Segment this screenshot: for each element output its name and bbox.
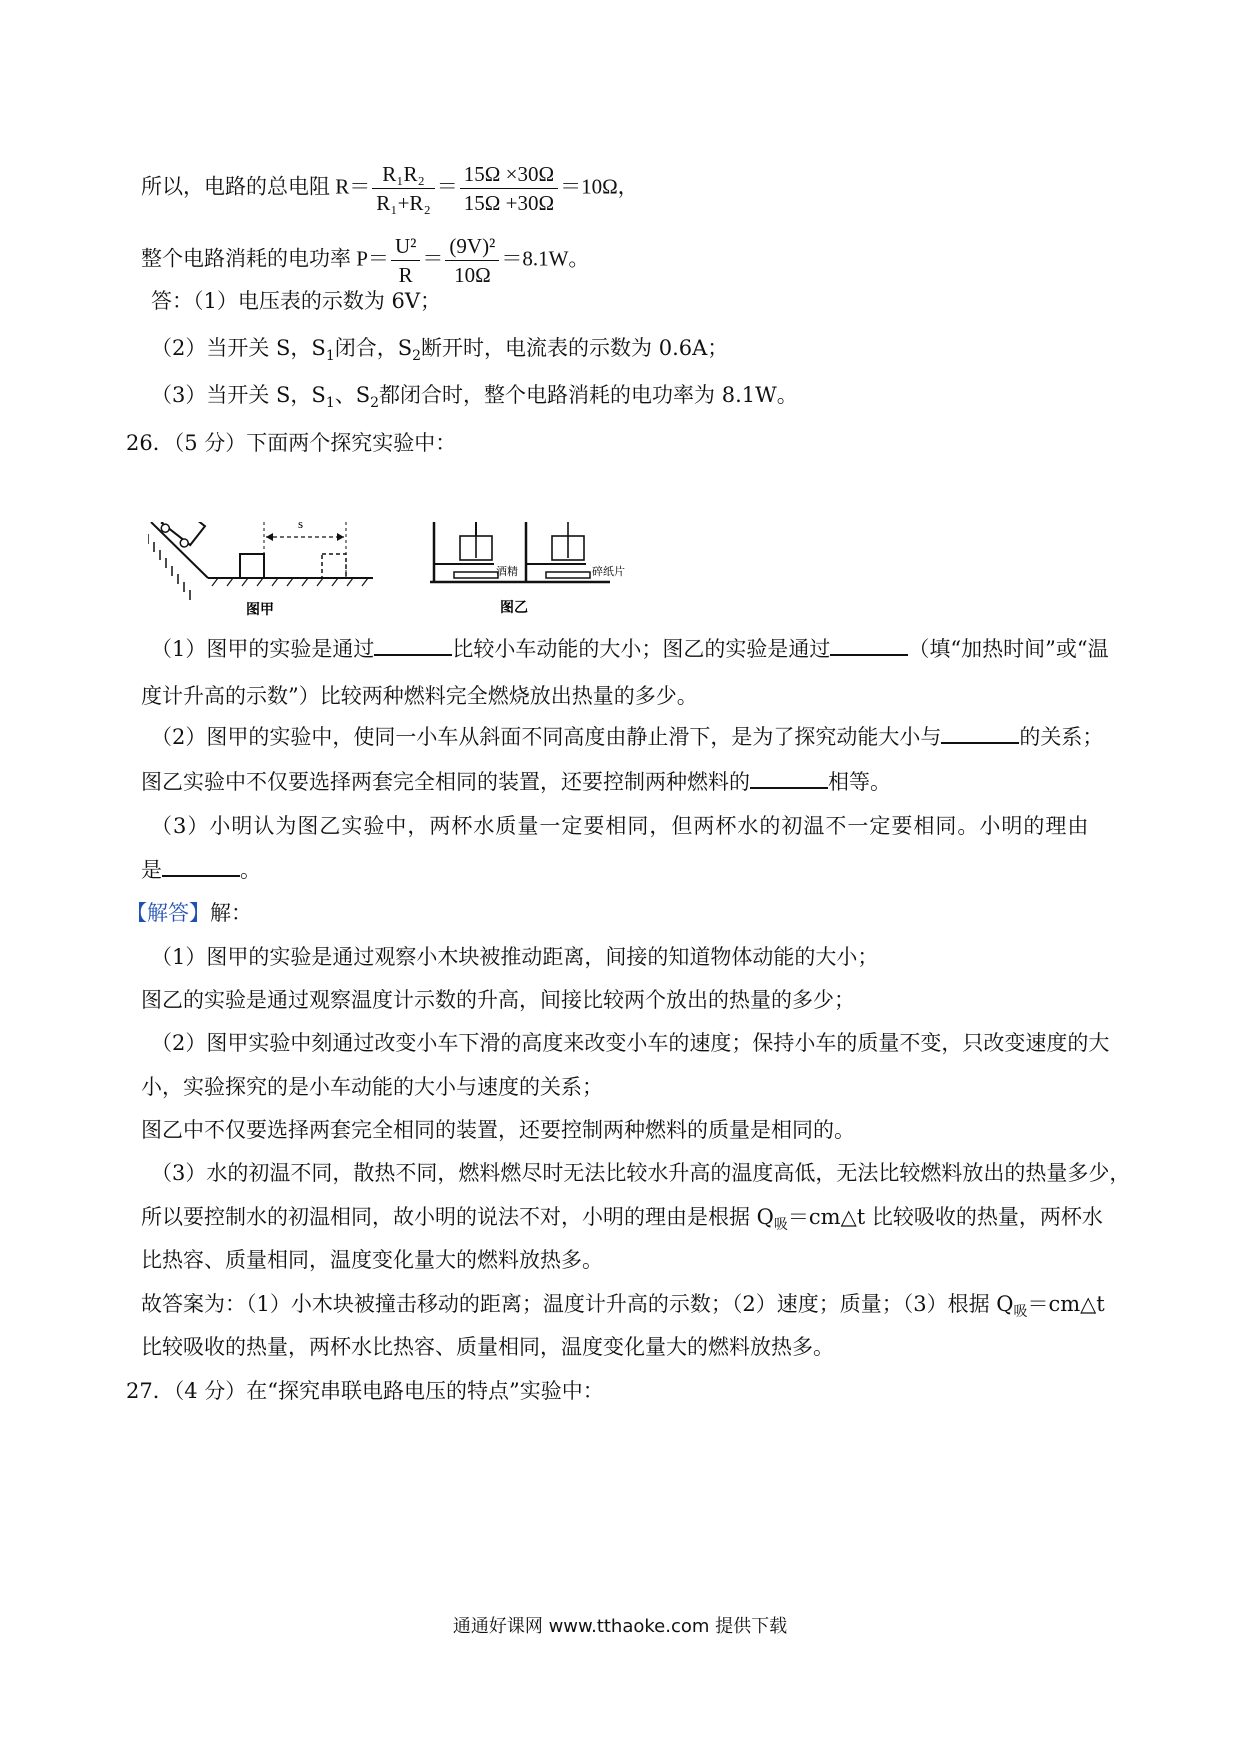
- solution-header: [126, 898, 252, 928]
- fraction-denominator: R₁+R₂: [376, 191, 431, 215]
- subscript: 1: [325, 395, 335, 412]
- answer-2: [151, 333, 728, 371]
- solution-tag-after: 解：: [210, 901, 252, 925]
- resistance-fraction-numeric: [460, 160, 558, 217]
- page-footer: 通通好课网 www.tthaoke.com 提供下载: [452, 1616, 788, 1637]
- q26-text: 的关系；: [1019, 725, 1104, 749]
- solution-line: 图乙中不仅要选择两套完全相同的装置，还要控制两种燃料的质量是相同的。: [141, 1118, 855, 1142]
- subscript: 1: [325, 348, 335, 365]
- answer-blank[interactable]: [830, 634, 908, 656]
- equals-sign: ＝: [422, 246, 444, 271]
- q26-text: （填“加热时间”或“温: [908, 637, 1109, 661]
- distance-label: s: [298, 522, 304, 531]
- power-formula: [141, 232, 589, 289]
- q26-text: （2）图甲的实验中，使同一小车从斜面不同高度由静止滑下，是为了探究动能大小与: [151, 725, 942, 749]
- q26-text: 是: [141, 858, 162, 882]
- fraction-numerator: U²: [391, 232, 420, 261]
- answer-3-part: 都闭合时，整个电路消耗的电功率为 8.1W。: [379, 383, 798, 407]
- q26-text: 。: [240, 858, 261, 882]
- fraction-numerator: 15Ω ×30Ω: [460, 160, 558, 189]
- subscript: 2: [370, 395, 380, 412]
- answer-2-part: 断开时，电流表的示数为 0.6A；: [421, 336, 729, 360]
- solution-text: ＝cm△t: [1027, 1292, 1105, 1316]
- solution-line: （3）水的初温不同，散热不同，燃料燃尽时无法比较水升高的温度高低，无法比较燃料放出的热量多少，: [151, 1161, 1131, 1185]
- arrowhead-icon: [266, 533, 273, 541]
- q26-text: 比较小车动能的大小；图乙的实验是通过: [452, 637, 831, 661]
- subscript: 吸: [1013, 1304, 1028, 1321]
- resistance-formula: [141, 160, 639, 217]
- figure-yi: [430, 522, 625, 616]
- q26-part-3-cont: [141, 855, 261, 885]
- solution-line: （2）图甲实验中刻通过改变小车下滑的高度来改变小车的速度；保持小车的质量不变，只改变速度的大: [151, 1031, 1110, 1055]
- figure-jia: [148, 522, 373, 618]
- fraction-denominator: 10Ω: [454, 263, 491, 287]
- answer-2-part: 闭合，S: [334, 336, 413, 360]
- q26-part-2-cont: [141, 767, 891, 797]
- solution-line: （1）图甲的实验是通过观察小木块被推动距离，间接的知道物体动能的大小；: [151, 945, 879, 969]
- q26-part-2: [151, 722, 1103, 752]
- wood-block: [240, 554, 264, 578]
- answer-blank[interactable]: [750, 767, 828, 789]
- fraction-denominator: R: [398, 263, 413, 287]
- answer-3: [151, 380, 798, 418]
- solution-text: 故答案为：（1）小木块被撞击移动的距离；温度计升高的示数；（2）速度；质量；（3）根据 Q: [141, 1292, 1014, 1316]
- answer-blank[interactable]: [162, 855, 240, 877]
- q26-part-1: [151, 634, 1109, 664]
- fraction-denominator: 15Ω +30Ω: [463, 191, 555, 215]
- power-fraction-numeric: [445, 232, 499, 289]
- ground-hatching: [212, 578, 368, 586]
- arrowhead-icon: [337, 533, 344, 541]
- solution-line: 图乙的实验是通过观察温度计示数的升高，间接比较两个放出的热量的多少；: [141, 988, 855, 1012]
- answer-1: 答：（1）电压表的示数为 6V；: [151, 289, 442, 313]
- q26-text: 相等。: [828, 770, 891, 794]
- solution-text: ＝cm△t 比较吸收的热量，两杯水: [787, 1205, 1103, 1229]
- q26-part-3: （3）小明认为图乙实验中，两杯水质量一定要相同，但两杯水的初温不一定要相同。小明的理由: [151, 814, 1090, 838]
- resistance-result: ＝10Ω，: [560, 174, 639, 199]
- fraction-numerator: R₁R₂: [372, 160, 435, 189]
- solution-tag: 【解答】: [126, 901, 210, 925]
- question-26-title: 26．（5 分）下面两个探究实验中：: [126, 431, 457, 455]
- q26-part-1-cont: 度计升高的示数”）比较两种燃料完全燃烧放出热量的多少。: [141, 684, 698, 708]
- question-27-title: 27．（4 分）在“探究串联电路电压的特点”实验中：: [126, 1379, 604, 1403]
- moved-block: [322, 554, 346, 578]
- subscript: 吸: [773, 1217, 788, 1234]
- final-answer-line: 比较吸收的热量，两杯水比热容、质量相同，温度变化量大的燃料放热多。: [141, 1335, 834, 1359]
- solution-line: 小，实验探究的是小车动能的大小与速度的关系；: [141, 1075, 603, 1099]
- equals-sign: ＝: [436, 174, 458, 199]
- solution-line: 比热容、质量相同，温度变化量大的燃料放热多。: [141, 1248, 603, 1272]
- fraction-numerator: (9V)²: [445, 232, 499, 261]
- answer-3-part: （3）当开关 S，S: [151, 383, 326, 407]
- burner: [546, 572, 590, 578]
- resistance-prefix: 所以，电路的总电阻 R＝: [141, 174, 371, 199]
- figure-yi-caption: 图乙: [500, 600, 528, 616]
- subscript: 2: [412, 348, 422, 365]
- final-answer-line: [141, 1289, 1105, 1327]
- answer-3-part: 、S: [334, 383, 371, 407]
- figure-jia-caption: 图甲: [246, 602, 274, 618]
- answer-2-part: （2）当开关 S，S: [151, 336, 326, 360]
- answer-blank[interactable]: [941, 722, 1019, 744]
- q26-text: 图乙实验中不仅要选择两套完全相同的装置，还要控制两种燃料的: [141, 770, 750, 794]
- solution-line: [141, 1202, 1103, 1240]
- alcohol-label: 酒精: [496, 565, 518, 578]
- burner: [454, 572, 498, 578]
- answer-blank[interactable]: [374, 634, 452, 656]
- power-prefix: 整个电路消耗的电功率 P＝: [141, 246, 389, 271]
- power-result: ＝8.1W。: [501, 246, 590, 271]
- resistance-fraction-symbolic: [372, 160, 435, 217]
- power-fraction-symbolic: [391, 232, 420, 289]
- q26-text: （1）图甲的实验是通过: [151, 637, 375, 661]
- paper-label: 碎纸片: [592, 565, 625, 578]
- solution-text: 所以要控制水的初温相同，故小明的说法不对，小明的理由是根据 Q: [141, 1205, 774, 1229]
